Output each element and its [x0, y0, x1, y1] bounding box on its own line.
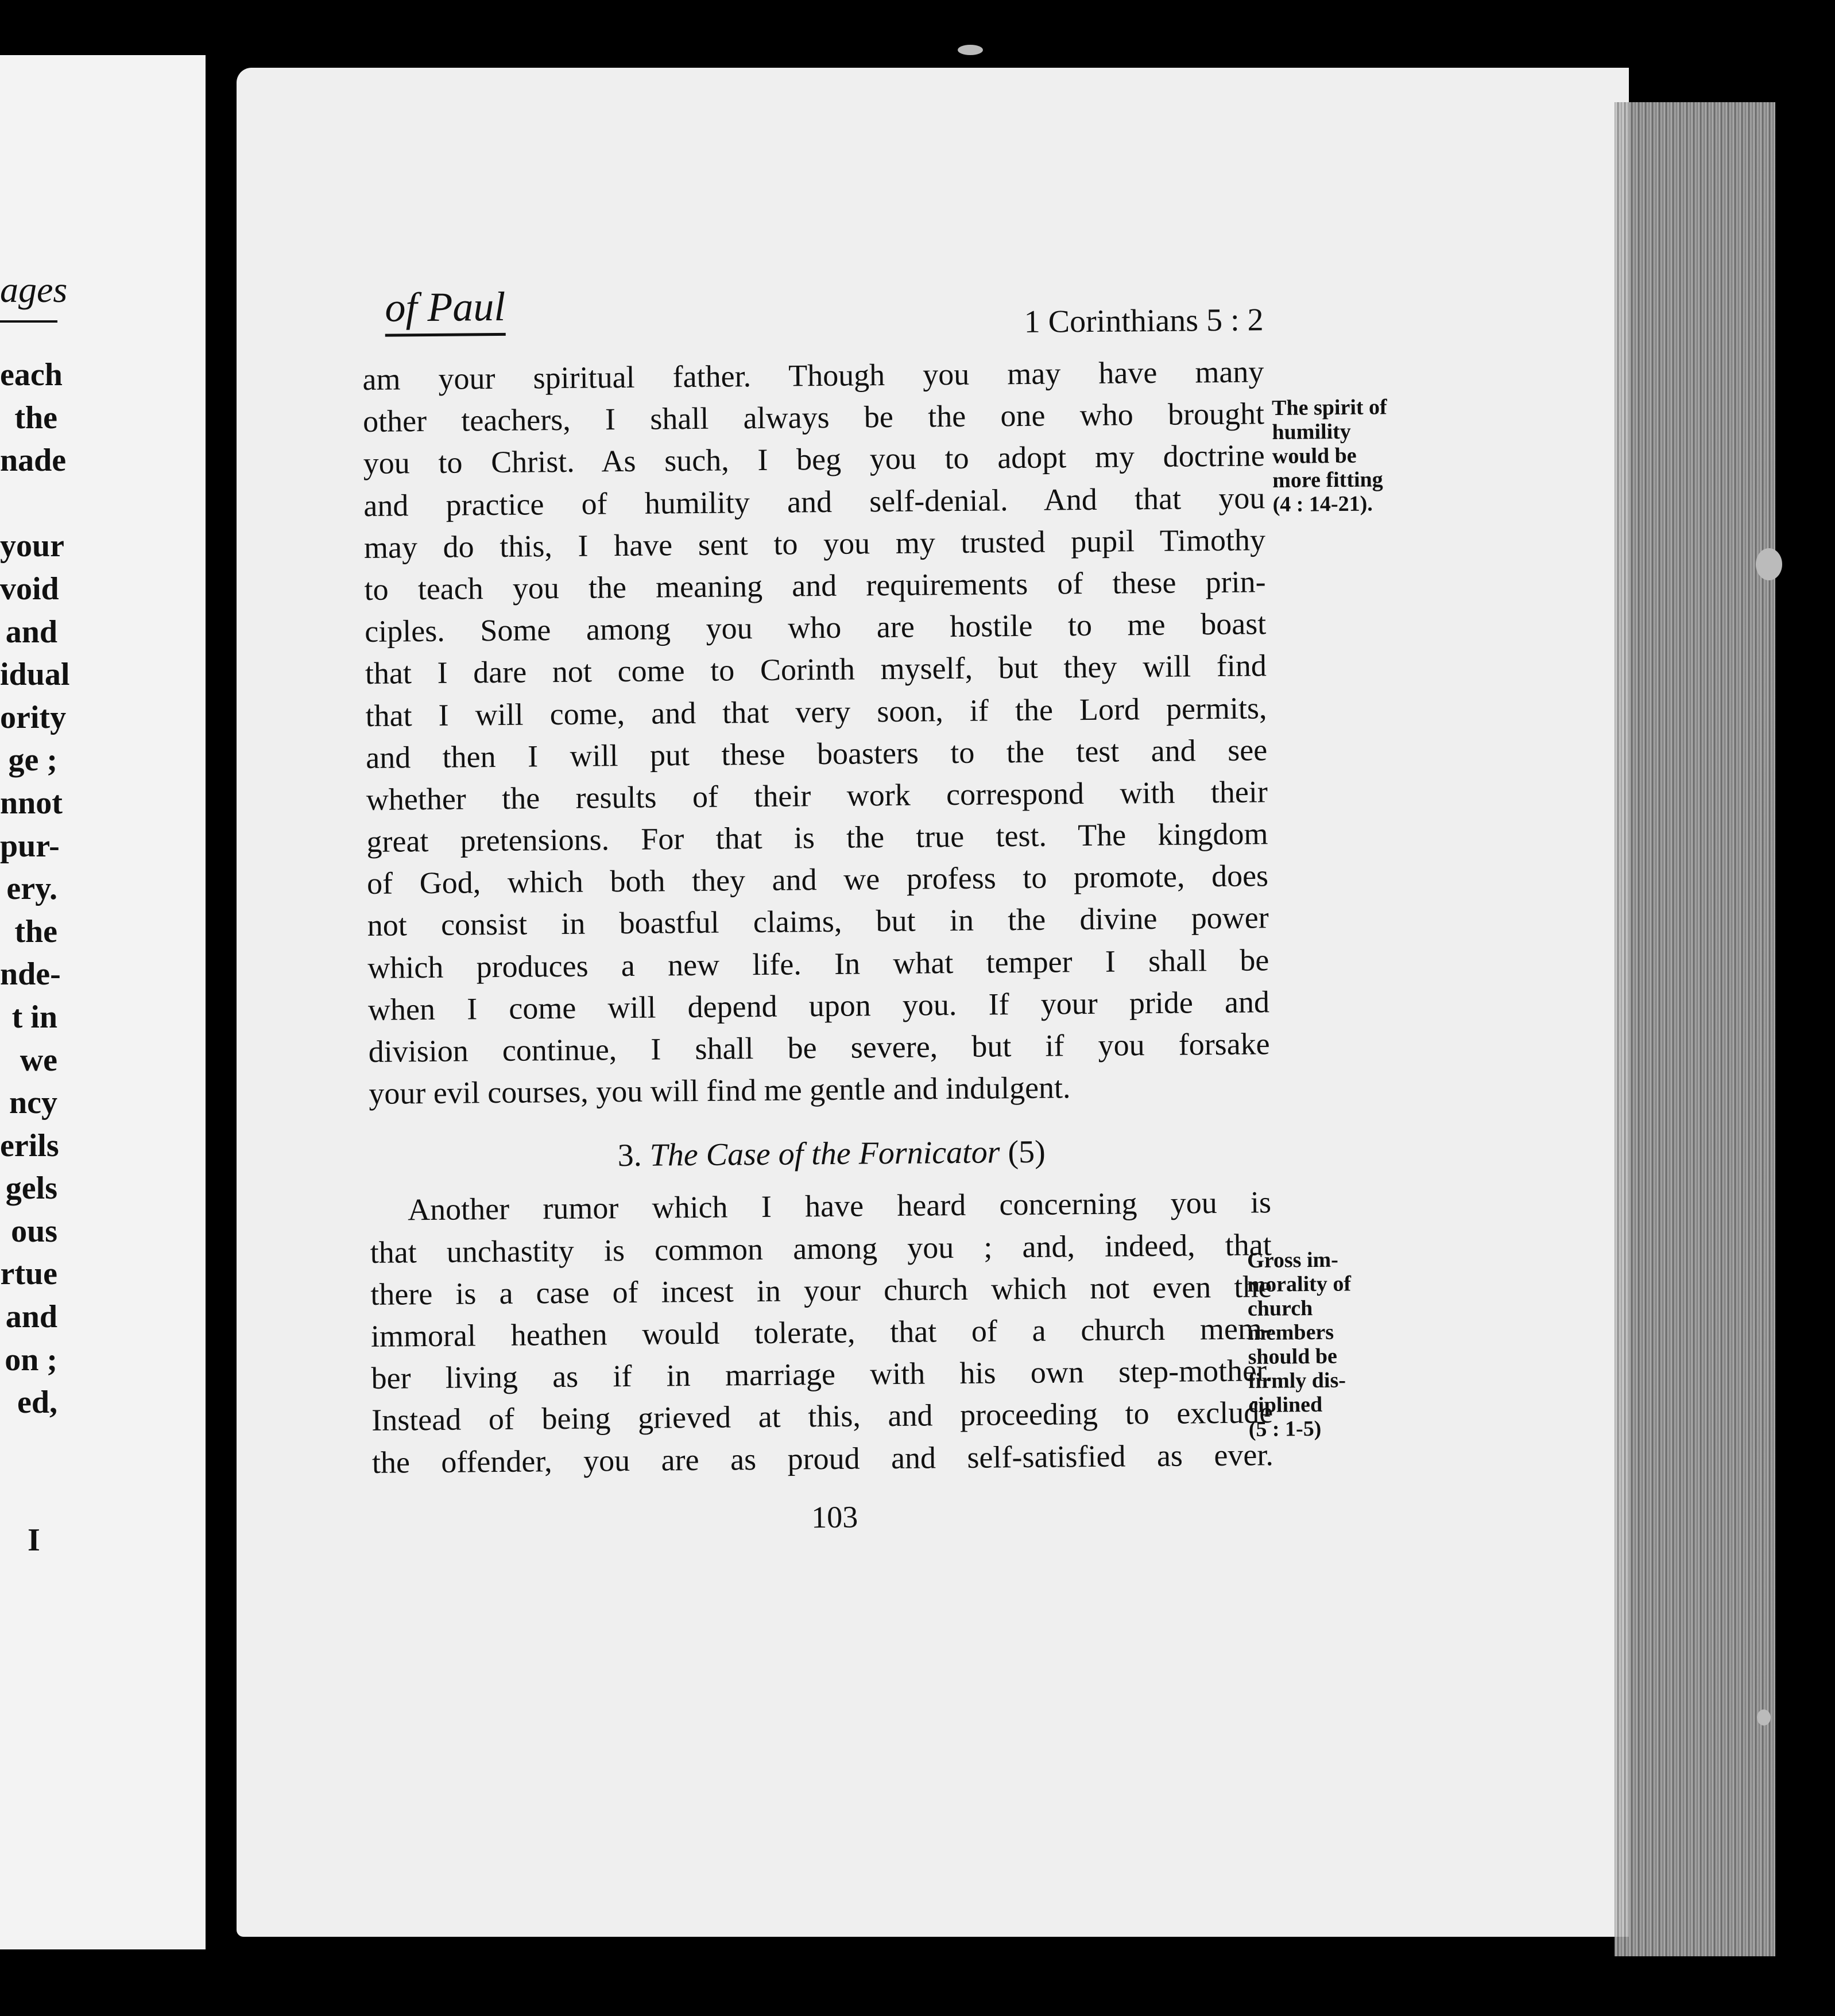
left-line: erils	[0, 1127, 59, 1164]
left-line: pur-	[0, 828, 60, 864]
section-heading	[369, 1107, 1271, 1190]
text-line: other teachers, I shall always be the one who brought	[362, 396, 1265, 439]
margin-note-line: (5 : 1-5)	[1248, 1416, 1322, 1441]
margin-note-line: members	[1248, 1320, 1334, 1345]
text-line: when I come will depend upon you. If your pride and	[367, 984, 1270, 1027]
text-line: you to Christ. As such, I beg you to adopt my doctrine	[363, 438, 1265, 481]
running-head-reference: 1 Corinthians 5 : 2	[1024, 302, 1264, 340]
left-page-number: I	[28, 1522, 40, 1558]
body-text	[362, 351, 1274, 1552]
paper-speck	[1757, 1709, 1771, 1726]
margin-note-line: The spirit of	[1272, 395, 1387, 420]
left-running-head: ages	[0, 269, 68, 310]
margin-note-line: should be	[1248, 1344, 1338, 1369]
text-line: am your spiritual father. Though you may have many	[362, 354, 1264, 397]
text-line: to teach you the meaning and requirements of these prin-	[364, 564, 1266, 607]
margin-note-line: morality of	[1247, 1271, 1352, 1297]
paper-speck	[958, 45, 983, 55]
left-head-rule	[0, 320, 57, 323]
section-number: 3.	[617, 1138, 642, 1174]
left-line: ge ;	[8, 742, 57, 778]
left-line: each	[0, 357, 63, 393]
book-gutter	[206, 0, 240, 2016]
margin-note-line: ciplined	[1248, 1392, 1323, 1417]
running-head	[362, 276, 1264, 359]
text-line: whether the results of their work correspond with their	[366, 774, 1268, 817]
margin-note-line: Gross im-	[1247, 1247, 1339, 1273]
text-line: great pretensions. For that is the true test. The kingdom	[366, 816, 1268, 859]
page-fore-edge	[1615, 102, 1775, 1956]
left-page-text	[0, 354, 70, 1424]
left-line: the	[14, 400, 57, 436]
text-line: Another rumor which I have heard concerning you is	[407, 1185, 1272, 1227]
left-line: we	[20, 1042, 57, 1078]
text-line: and practice of humility and self-denial. And that you	[363, 480, 1265, 523]
left-line: t in	[11, 999, 57, 1035]
text-line: your evil courses, you will find me gentle and indulgent.	[369, 1070, 1071, 1111]
text-line: may do this, I have sent to you my trusted pupil Timothy	[363, 522, 1266, 565]
text-line: ciples. Some among you who are hostile to me boast	[365, 606, 1267, 649]
left-line: ority	[0, 699, 67, 735]
text-line: Instead of being grieved at this, and proceeding to exclude	[371, 1395, 1273, 1438]
left-line: void	[0, 571, 59, 607]
text-line: which produces a new life. In what temper I shall be	[367, 942, 1269, 985]
text-line: of God, which both they and we profess to promote, does	[366, 858, 1269, 901]
left-line: nnot	[0, 785, 63, 821]
left-line: nde-	[0, 956, 61, 993]
text-line: and then I will put these boasters to the test and see	[365, 732, 1268, 775]
left-line: and	[5, 1299, 57, 1335]
running-head-title: of Paul	[385, 283, 506, 337]
left-line: rtue	[0, 1256, 57, 1292]
left-line: the	[14, 913, 57, 949]
left-line: and	[5, 614, 57, 650]
left-page	[0, 55, 206, 1949]
section-title: The Case of the Fornicator	[649, 1134, 1000, 1174]
text-line: ber living as if in marriage with his own step-mother.	[371, 1353, 1273, 1396]
margin-note-line: church	[1247, 1296, 1313, 1321]
left-line: ous	[11, 1213, 57, 1249]
text-line: immoral heathen would tolerate, that of a church mem-	[370, 1311, 1273, 1354]
left-line: nade	[0, 443, 67, 479]
text-line: that unchastity is common among you ; and, indeed, that	[370, 1227, 1272, 1270]
text-line: division continue, I shall be severe, but if you forsake	[368, 1026, 1270, 1069]
text-line: that I will come, and that very soon, if the Lord permits,	[365, 690, 1267, 733]
left-line: ery.	[6, 871, 57, 907]
left-line: gels	[5, 1170, 57, 1207]
margin-note-line: (4 : 14-21).	[1272, 491, 1373, 517]
left-line	[0, 482, 57, 525]
margin-note-line: humility	[1272, 419, 1351, 444]
page-number: 103	[811, 1499, 858, 1534]
text-line: the offender, you are as proud and self-satisfied as ever.	[371, 1437, 1274, 1480]
left-line: on ;	[5, 1342, 57, 1378]
margin-note-line: would be	[1272, 443, 1357, 468]
text-line: not consist in boastful claims, but in the divine power	[367, 900, 1269, 943]
margin-note-line: more fitting	[1272, 467, 1383, 493]
text-line: there is a case of incest in your church which not even the	[370, 1269, 1272, 1312]
left-line: your	[0, 528, 64, 564]
left-line: idual	[0, 657, 70, 693]
left-line: ncy	[9, 1085, 57, 1121]
left-line: ed,	[17, 1385, 57, 1421]
paper-speck	[1756, 548, 1782, 580]
margin-note-line: firmly dis-	[1248, 1368, 1346, 1393]
margin-note-humility	[1272, 395, 1388, 517]
margin-note-discipline	[1247, 1247, 1352, 1441]
section-chapter-ref: (5)	[1008, 1134, 1046, 1170]
page-content	[362, 276, 1274, 1552]
text-line: that I dare not come to Corinth myself, but they will find	[365, 648, 1267, 691]
